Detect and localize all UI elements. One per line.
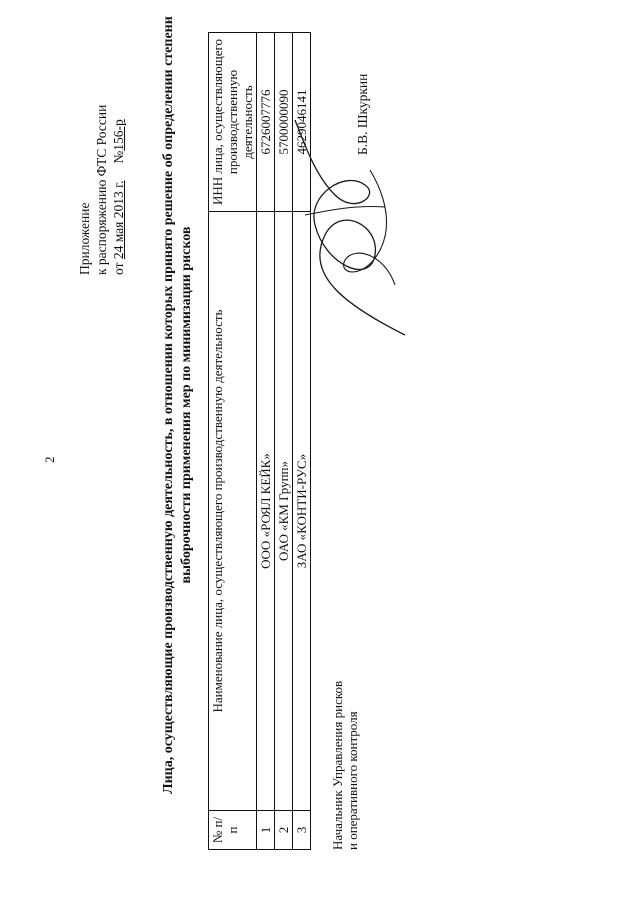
signatory-name: Б.В. Шкуркин [355,73,370,155]
header-number: № п/п [209,811,257,850]
row-inn: 6726007776 [257,33,275,212]
appendix-date: 24 мая 2013 г. [111,180,126,260]
header-name: Наименование лица, осуществляющего производственную деятельность [209,212,257,811]
appendix-order-line: к распоряжению ФТС России [94,104,109,275]
appendix-number: 156-р [111,119,126,151]
appendix-date-line [110,35,127,275]
appendix-from-prefix: от [111,262,126,275]
row-number: 3 [293,811,311,850]
row-name: ООО «РОЯЛ КЕЙК» [257,212,275,811]
row-inn: 4629046141 [293,33,311,212]
signatory-title-line1: Начальник Управления рисков [330,680,345,850]
appendix-header [76,35,127,275]
table-row [257,33,275,850]
row-number: 1 [257,811,275,850]
row-number: 2 [275,811,293,850]
page-number: 2 [42,456,57,463]
table-header-row [209,33,257,850]
signatory-title-line2: и оперативного контроля [345,711,360,850]
row-name: ЗАО «КОНТИ-РУС» [293,212,311,811]
header-inn: ИНН лица, осуществляющего производственную деятельность [209,33,257,212]
signatory-title [330,630,360,850]
row-inn: 5700000090 [275,33,293,212]
row-name: ОАО «КМ Групп» [275,212,293,811]
appendix-label: Приложение [77,202,92,275]
appendix-number-prefix: № [111,150,126,164]
document-title: Лица, осуществляющие производственную деятельность, в отношении которых принято решение об определении степени выборочности применения мер по минимизации рисков [161,16,194,794]
